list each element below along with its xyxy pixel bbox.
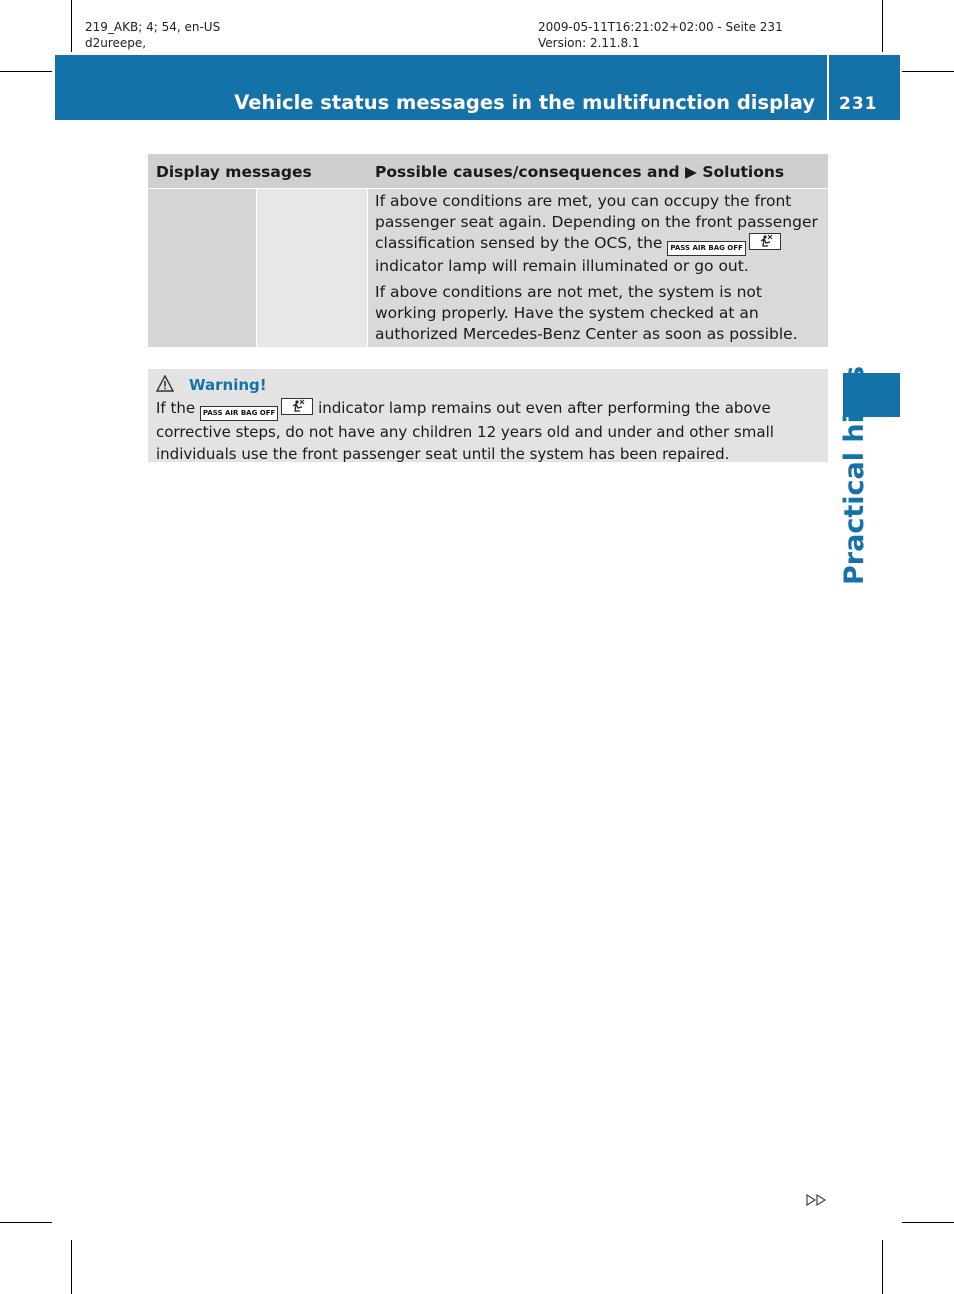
column-header-causes <box>375 162 784 182</box>
crop-mark <box>71 1240 72 1294</box>
crop-mark <box>882 1240 883 1294</box>
crop-mark <box>0 71 52 72</box>
crop-mark <box>71 0 72 52</box>
table-header <box>148 154 828 188</box>
para1-text-a: If above conditions are met, you can occupy the front passenger seat again. Depending on the front passenger classification sensed by the OCS, the <box>375 192 818 252</box>
status-messages-table <box>148 154 828 347</box>
section-title: Vehicle status messages in the multifunction display <box>234 91 815 114</box>
warning-text-b: indicator lamp remains out even after performing the above corrective steps, do not have any children 12 years old and under and other small individuals use the front passenger seat until the system has been repaired. <box>156 399 774 463</box>
page-number: 231 <box>839 94 878 114</box>
column-header-causes-text: Possible causes/consequences and <box>375 163 680 181</box>
table-cell-blank <box>257 189 367 347</box>
solutions-paragraph-2: If above conditions are not met, the system is not working properly. Have the system checked at an authorized Mercedes-Benz Center as soon as possible. <box>375 283 798 343</box>
warning-text-a: If the <box>156 399 196 417</box>
meta-timestamp: 2009-05-11T16:21:02+02:00 - Seite 231 <box>538 20 783 34</box>
airbag-off-icon <box>281 398 313 415</box>
pass-air-bag-off-lamp: PASS AIR BAG OFF <box>200 406 278 421</box>
table-cell-message <box>148 189 256 347</box>
warning-label: Warning! <box>189 376 267 394</box>
crop-mark <box>902 71 954 72</box>
solutions-paragraph-1 <box>375 191 823 277</box>
section-header <box>55 55 900 120</box>
airbag-off-icon <box>749 233 781 250</box>
print-meta-right <box>538 19 783 51</box>
solutions-arrow-icon: ▶ <box>685 163 697 181</box>
warning-box <box>148 369 828 462</box>
side-tab-label: Practical hints <box>839 365 870 585</box>
table-cell-solutions <box>368 189 828 347</box>
warning-triangle-icon <box>156 375 174 396</box>
column-header-display-messages: Display messages <box>156 163 312 181</box>
para1-text-b: indicator lamp will remain illuminated or go out. <box>375 257 749 275</box>
crop-mark <box>902 1222 954 1223</box>
header-divider <box>827 55 829 120</box>
crop-mark <box>882 0 883 52</box>
continue-arrows-icon <box>806 1191 828 1210</box>
column-header-solutions-text: Solutions <box>702 163 785 181</box>
warning-text <box>156 397 824 465</box>
pass-air-bag-off-lamp: PASS AIR BAG OFF <box>667 241 745 256</box>
print-meta-left <box>85 19 220 51</box>
meta-job: 219_AKB; 4; 54, en-US <box>85 20 221 34</box>
meta-user: d2ureepe, <box>85 36 147 50</box>
table-row <box>148 189 828 347</box>
meta-version: Version: 2.11.8.1 <box>538 36 640 50</box>
solutions-text <box>375 191 823 350</box>
crop-mark <box>0 1222 52 1223</box>
